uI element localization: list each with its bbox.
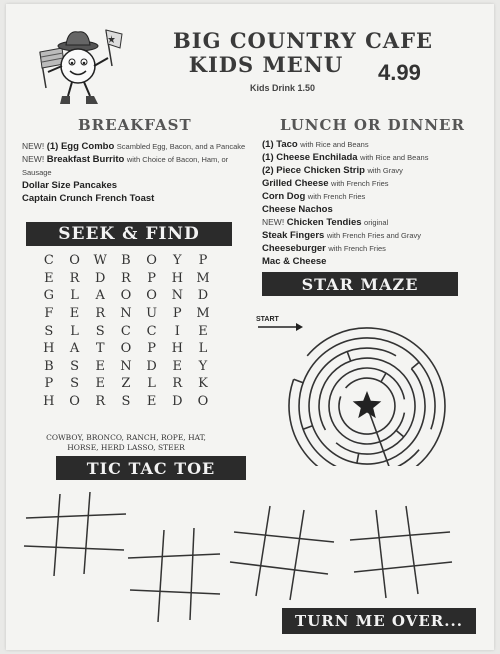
word-search-letter[interactable]: P <box>198 253 208 269</box>
word-search-letter[interactable]: C <box>120 323 131 339</box>
cowboy-mascot-illustration <box>32 26 124 110</box>
word-search-letter[interactable]: E <box>146 394 157 410</box>
word-search-row <box>36 358 216 376</box>
word-search-letter[interactable]: O <box>120 288 132 304</box>
list-item: Grilled Cheese with French Fries <box>262 178 389 189</box>
word-search-row <box>36 375 216 393</box>
word-search-letter[interactable]: B <box>44 358 54 374</box>
list-item: NEW! Chicken Tendies original <box>262 217 389 228</box>
word-search-word-list: COWBOY, BRONCO, RANCH, ROPE, HAT, HORSE, HERD LASSO, STEER <box>46 433 206 452</box>
word-search-letter[interactable]: K <box>198 376 208 392</box>
word-search-letter[interactable]: L <box>70 323 79 339</box>
kids-meal-price: 4.99 <box>378 60 421 85</box>
cafe-name: BIG COUNTRY CAFE <box>173 28 433 53</box>
word-search-letter[interactable]: P <box>147 270 156 286</box>
word-search-letter[interactable]: A <box>95 288 105 304</box>
menu-title: KIDS MENU <box>188 52 344 77</box>
word-search-letter[interactable]: E <box>95 376 105 392</box>
word-search-letter[interactable]: S <box>44 323 54 339</box>
word-search-row <box>36 393 216 411</box>
word-search-letter[interactable]: P <box>147 341 156 357</box>
word-search-row <box>36 287 216 305</box>
list-item: (1) Taco with Rice and Beans <box>262 139 369 150</box>
list-item: Cheeseburger with French Fries <box>262 243 386 254</box>
word-search-letter[interactable]: S <box>70 358 79 374</box>
word-search-letter[interactable]: N <box>171 288 183 304</box>
breakfast-heading: BREAKFAST <box>78 116 192 134</box>
list-item: Mac & Cheese <box>262 256 327 267</box>
word-search-letter[interactable]: S <box>95 323 105 339</box>
word-search-letter[interactable]: O <box>120 341 132 357</box>
word-search-letter[interactable]: L <box>70 288 79 304</box>
word-search-letter[interactable]: R <box>95 306 106 322</box>
star-maze[interactable] <box>262 306 472 466</box>
word-search-letter[interactable]: H <box>171 341 183 357</box>
word-search-letter[interactable]: E <box>95 358 105 374</box>
list-item: (1) Cheese Enchilada with Rice and Beans <box>262 152 429 163</box>
word-search-letter[interactable]: D <box>197 288 209 304</box>
word-search-letter[interactable]: M <box>196 306 210 322</box>
word-search-row <box>36 252 216 270</box>
word-search-letter[interactable]: N <box>120 358 132 374</box>
word-search-letter[interactable]: A <box>69 341 80 357</box>
maze-wall <box>411 362 419 368</box>
kids-menu-page <box>6 4 494 650</box>
word-search-letter[interactable]: F <box>44 306 54 322</box>
lunch-list <box>262 138 488 268</box>
word-search-letter[interactable]: D <box>95 270 106 286</box>
word-search-letter[interactable]: S <box>70 376 79 392</box>
star-icon <box>353 391 382 418</box>
word-search-letter[interactable]: O <box>69 394 80 410</box>
maze-wall <box>357 453 359 463</box>
tic-tac-toe-board[interactable] <box>20 490 130 580</box>
maze-wall <box>303 426 312 430</box>
word-search-letter[interactable]: E <box>172 358 183 374</box>
word-search-letter[interactable]: O <box>146 253 157 269</box>
word-search-row <box>36 270 216 288</box>
word-search-letter[interactable]: D <box>146 358 157 374</box>
word-search-letter[interactable]: Y <box>198 358 208 374</box>
list-item: Steak Fingers with French Fries and Gravy <box>262 230 422 241</box>
word-search-letter[interactable]: C <box>146 323 157 339</box>
word-search-letter[interactable]: B <box>121 253 131 269</box>
word-search-letter[interactable]: I <box>174 323 180 339</box>
word-search-letter[interactable]: O <box>197 394 209 410</box>
word-search-letter[interactable]: L <box>147 376 156 392</box>
word-search-letter[interactable]: R <box>95 394 106 410</box>
word-search-letter[interactable]: U <box>146 306 158 322</box>
word-search-letter[interactable]: R <box>121 270 131 286</box>
word-search-letter[interactable]: Y <box>172 253 182 269</box>
word-search-letter[interactable]: H <box>171 270 183 286</box>
maze-wall <box>347 352 350 361</box>
word-search-letter[interactable]: O <box>69 253 80 269</box>
word-search-letter[interactable]: O <box>146 288 157 304</box>
tic-tac-toe-board[interactable] <box>228 502 338 602</box>
list-item: Corn Dog with French Fries <box>262 191 366 202</box>
list-item: Cheese Nachos <box>262 204 333 215</box>
maze-wall <box>294 379 303 382</box>
word-search-letter[interactable]: N <box>120 306 132 322</box>
word-search-grid <box>36 252 216 410</box>
word-search-letter[interactable]: Z <box>121 376 131 392</box>
word-search-letter[interactable]: D <box>172 394 183 410</box>
turn-me-over-banner: TURN ME OVER... <box>282 608 476 634</box>
word-search-letter[interactable]: P <box>44 376 54 392</box>
word-search-letter[interactable]: S <box>121 394 131 410</box>
word-search-letter[interactable]: R <box>172 376 183 392</box>
list-item: Captain Crunch French Toast <box>22 193 155 204</box>
kids-drink-price: Kids Drink 1.50 <box>250 83 316 93</box>
tic-tac-toe-board[interactable] <box>124 526 224 626</box>
word-search-letter[interactable]: L <box>198 341 208 357</box>
word-search-letter[interactable]: M <box>196 270 210 286</box>
word-search-letter[interactable]: E <box>69 306 80 322</box>
word-search-letter[interactable]: P <box>172 306 182 322</box>
breakfast-list <box>22 140 258 205</box>
tic-tac-toe-banner: TIC TAC TOE <box>56 456 246 480</box>
list-item: Dollar Size Pancakes <box>22 180 118 191</box>
word-search-row <box>36 340 216 358</box>
word-search-letter[interactable]: E <box>44 270 54 286</box>
word-search-row <box>36 322 216 340</box>
word-search-letter[interactable]: R <box>69 270 80 286</box>
word-search-letter[interactable]: E <box>198 323 208 339</box>
word-search-letter[interactable]: H <box>43 341 55 357</box>
maze-wall <box>396 430 404 437</box>
maze-wall <box>381 373 386 382</box>
list-item: NEW! Breakfast Burrito with Choice of Bacon, Ham, or Sausage <box>22 154 229 177</box>
word-search-letter[interactable]: W <box>93 253 107 269</box>
lunch-heading: LUNCH OR DINNER <box>280 116 465 134</box>
star-maze-banner: STAR MAZE <box>262 272 458 296</box>
tic-tac-toe-board[interactable] <box>346 502 456 602</box>
list-item: NEW! (1) Egg Combo Scambled Egg, Bacon, and a Pancake <box>22 141 246 152</box>
word-search-row <box>36 305 216 323</box>
word-search-letter[interactable]: C <box>43 253 54 269</box>
seek-find-banner: SEEK & FIND <box>26 222 232 246</box>
list-item: (2) Piece Chicken Strip with Gravy <box>262 165 403 176</box>
word-search-letter[interactable]: T <box>95 341 105 357</box>
maze-start-label: START <box>256 316 279 323</box>
word-search-letter[interactable]: H <box>43 394 55 410</box>
word-search-letter[interactable]: G <box>43 288 55 304</box>
